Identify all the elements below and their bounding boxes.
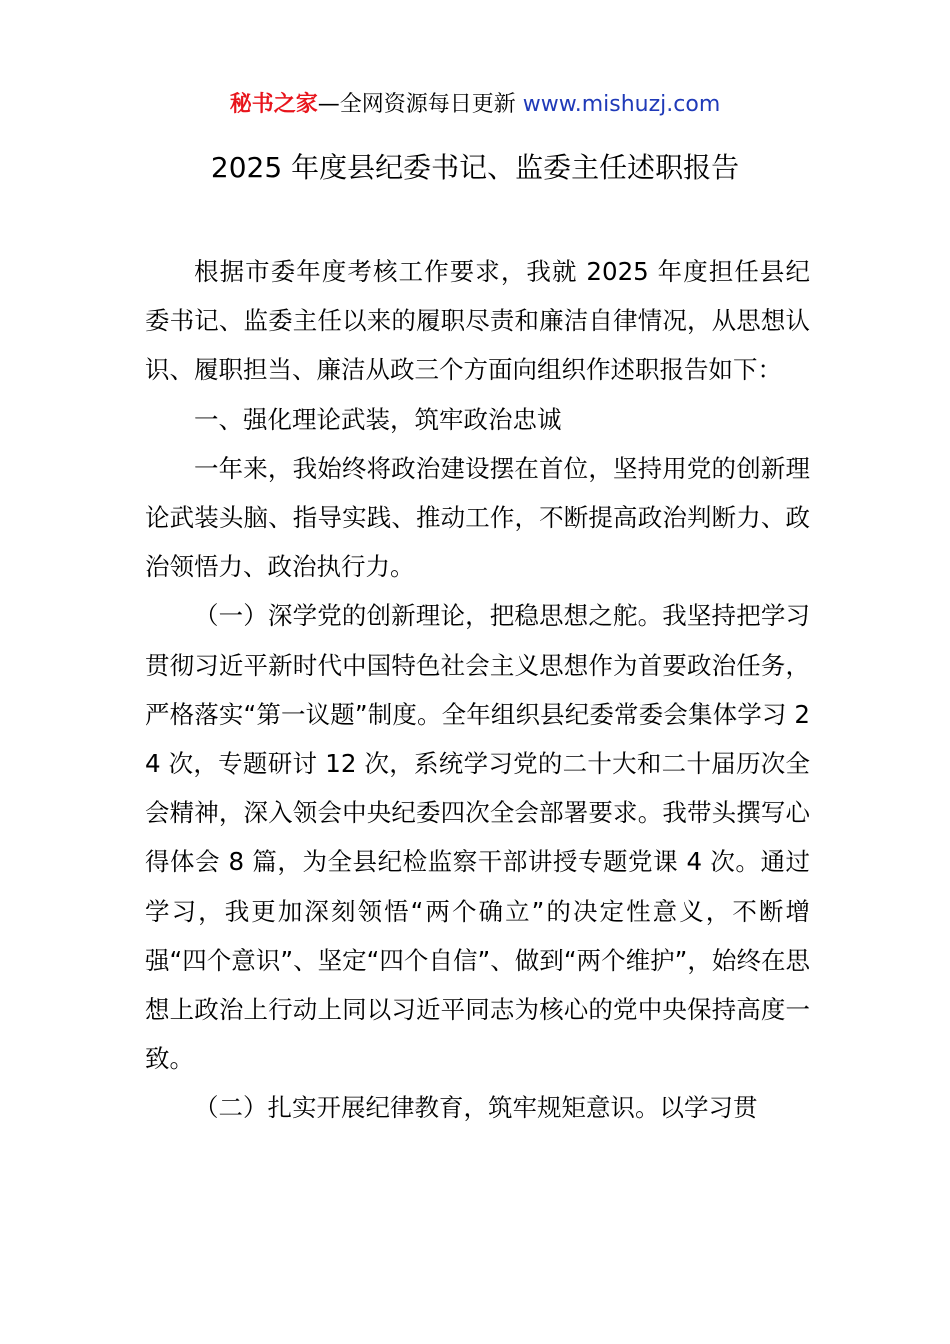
section-heading-1: 一、强化理论武装，筑牢政治忠诚 [194, 404, 562, 434]
paragraph-subsection-2: （二）扎实开展纪律教育，筑牢规矩意识。以学习贯 [194, 1093, 758, 1123]
document-body [145, 247, 810, 1133]
site-header [0, 88, 950, 122]
paragraph-intro: 根据市委年度考核工作要求，我就 2025 年度担任县纪委书记、监委主任以来的履职尽责和廉洁自律情况，从思想认识、履职担当、廉洁从政三个方面向组织作述职报告如下： [145, 257, 810, 385]
paragraph-subsection-1: （一）深学党的创新理论，把稳思想之舵。我坚持把学习贯彻习近平新时代中国特色社会主义思想作为首要政治任务，严格落实“第一议题”制度。全年组织县纪委常委会集体学习 24 次，专题研讨 12 次，系统学习党的二十大和二十届历次全会精神，深入领会中央纪委四次全会部署要求。我带头撰写心得体会 8 篇，为全县纪检监察干部讲授专题党课 4 次。通过学习，我更加深刻领悟“两个确立”的决定性意义，不断增强“四个意识”、坚定“四个自信”、做到“两个维护”，始终在思想上政治上行动上同以习近平同志为核心的党中央保持高度一致。 [145, 601, 810, 1074]
slogan: —全网资源每日更新 [317, 92, 523, 117]
brand-name: 秘书之家 [229, 92, 318, 117]
paragraph-section-1: 一年来，我始终将政治建设摆在首位，坚持用党的创新理论武装头脑、指导实践、推动工作，不断提高政治判断力、政治领悟力、政治执行力。 [145, 453, 810, 582]
document-title: 2025 年度县纪委书记、监委主任述职报告 [210, 151, 740, 184]
site-url: www.mishuzj.com [522, 92, 721, 117]
